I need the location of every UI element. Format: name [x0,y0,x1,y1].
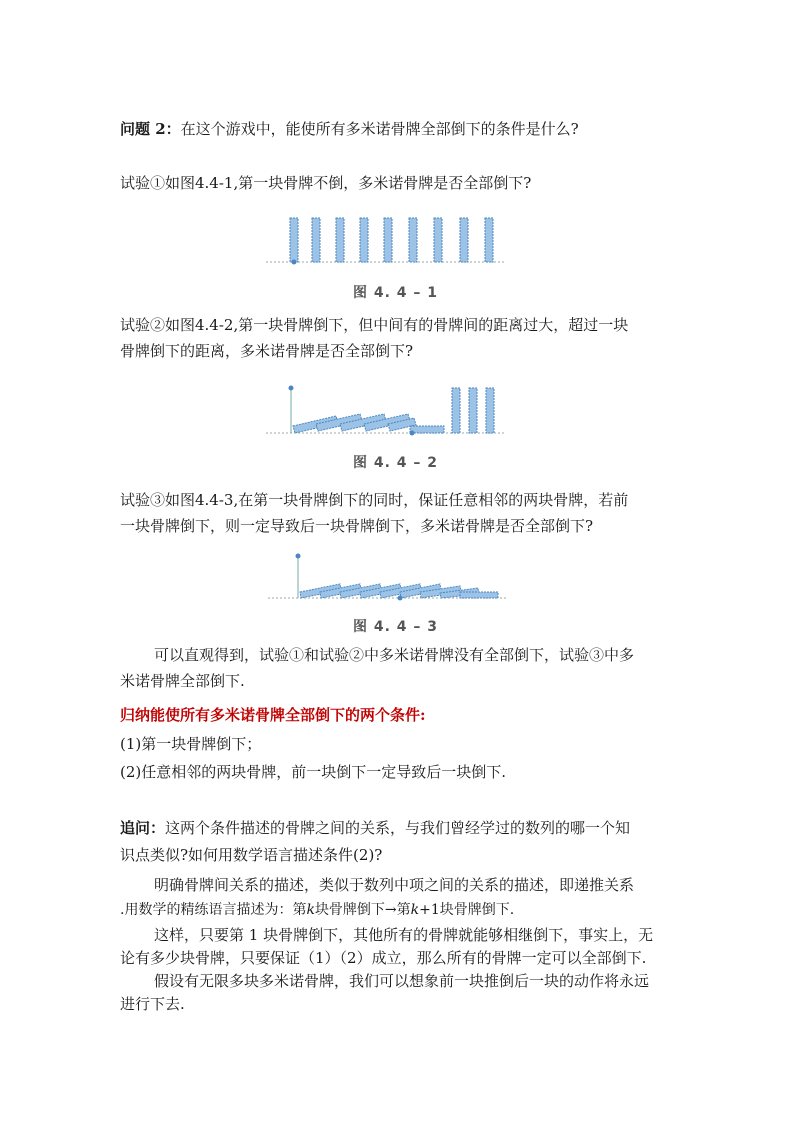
conclusion-line-1: 可以直观得到，试验①和试验②中多米诺骨牌没有全部倒下，试验③中多 [154,646,635,664]
figure-4-4-3-caption: 图 4. 4 – 3 [353,619,439,635]
question-2-label: 问题 2： [120,120,181,138]
domino [485,218,493,262]
domino [360,218,368,262]
standing-dominoes [290,218,493,262]
explain-line-1: 明确骨牌间关系的描述，类似于数列中项之间的关系的描述，即递推关系 [154,876,635,894]
question-2-text: 在这个游戏中，能使所有多米诺骨牌全部倒下的条件是什么? [180,120,579,138]
explain-text-b: 块骨牌倒下→第 [314,902,411,918]
domino [384,218,392,262]
figure-4-4-1 [266,210,506,270]
followup-text: 这两个条件描述的骨牌之间的关系，与我们曾经学过的数列的哪一个知 [165,819,631,837]
variable-k: k [306,902,315,918]
explain-text-c: +1块骨牌倒下. [419,902,515,918]
variable-k: k [410,902,420,918]
figure-4-4-2-caption: 图 4. 4 – 2 [353,455,439,471]
experiment-1-text: 试验①如图4.4-1,第一块骨牌不倒，多米诺骨牌是否全部倒下? [120,174,532,192]
standing-dominoes [452,388,494,433]
para-line-2: 论有多少块骨牌，只要保证（1）（2）成立，那么所有的骨牌一定可以全部倒下. [120,949,647,967]
experiment-2-line-1: 试验②如图4.4-2,第一块骨牌倒下，但中间有的骨牌间的距离过大，超过一块 [120,316,629,334]
domino [290,218,298,262]
domino [486,388,494,433]
domino [434,218,442,262]
pivot-dot [410,431,415,436]
domino [452,388,460,433]
summary-item-2: (2)任意相邻的两块骨牌，前一块倒下一定导致后一块倒下. [120,763,507,781]
summary-heading: 归纳能使所有多米诺骨牌全部倒下的两个条件: [120,706,426,724]
figure-4-4-1-caption: 图 4. 4 – 1 [353,285,439,301]
followup-line-2: 识点类似?如何用数学语言描述条件(2)? [120,846,383,864]
experiment-3-line-2: 一块骨牌倒下，则一定导致后一块骨牌倒下，多米诺骨牌是否全部倒下? [120,517,594,535]
experiment-3-line-1: 试验③如图4.4-3,在第一块骨牌倒下的同时，保证任意相邻的两块骨牌，若前 [120,491,629,509]
figure-4-4-2 [266,378,506,440]
para-line-3: 假设有无限多块多米诺骨牌，我们可以想象前一块推倒后一块的动作将永远 [154,972,650,990]
summary-item-1: (1)第一块骨牌倒下； [120,735,262,753]
followup-line-1 [120,818,630,838]
domino [460,592,498,598]
experiment-2-line-2: 骨牌倒下的距离，多米诺骨牌是否全部倒下? [120,342,414,360]
followup-label: 追问： [120,819,166,837]
pivot-dot [289,386,294,391]
fallen-dominoes [293,414,444,433]
domino [409,218,417,262]
para-line-4: 进行下去. [120,995,185,1013]
question-2 [120,119,579,139]
pivot-dot [398,596,403,601]
pivot-dot [296,554,301,559]
domino [469,388,477,433]
conclusion-line-2: 米诺骨牌全部倒下. [120,672,245,690]
figure-4-4-3 [268,550,508,605]
pivot-dot [292,260,297,265]
explain-text-a: .用数学的精练语言描述为：第 [120,902,307,918]
domino [336,218,344,262]
domino [410,426,444,433]
explain-line-2 [120,900,514,920]
para-line-1: 这样，只要第 1 块骨牌倒下，其他所有的骨牌就能够相继倒下，事实上，无 [154,926,654,944]
domino [460,218,468,262]
domino [312,218,320,262]
